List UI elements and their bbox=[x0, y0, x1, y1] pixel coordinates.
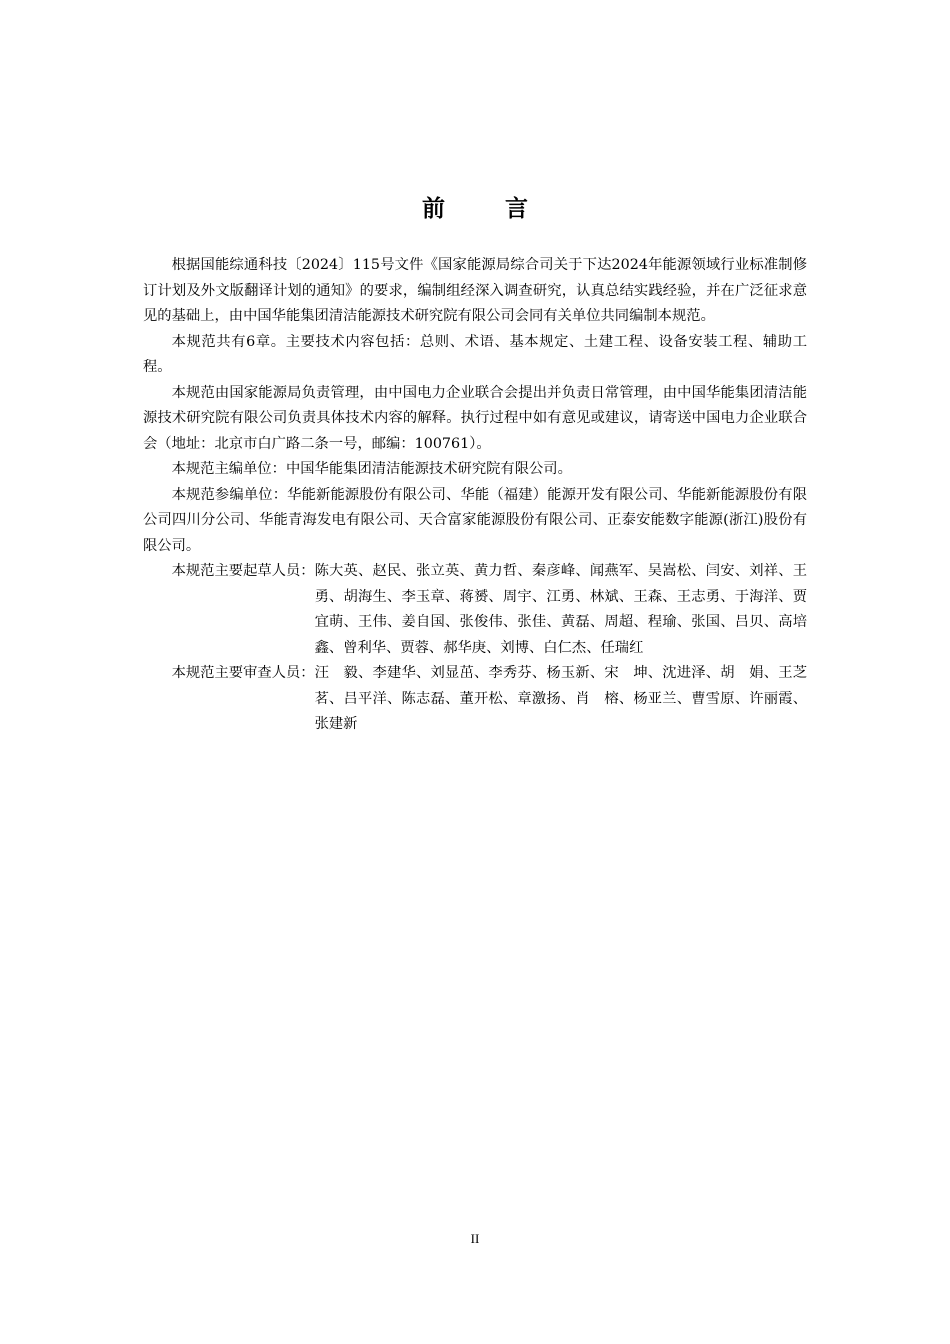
reviewers-names: 汪 毅、李建华、刘显茁、李秀芬、杨玉新、宋 坤、沈进泽、胡 娟、王芝茗、吕平洋、陈志磊、董开松、章激扬、肖 榕、杨亚兰、曹雪原、许丽霞、张建新 bbox=[314, 665, 807, 732]
paragraph-basis: 根据国能综通科技〔2024〕115号文件《国家能源局综合司关于下达2024年能源领域行业标准制修订计划及外文版翻译计划的通知》的要求，编制组经深入调查研究，认真总结实践经验，并在广泛征求意见的基础上，由中国华能集团清洁能源技术研究院有限公司会同有关单位共同编制本规范。 bbox=[143, 257, 807, 324]
paragraph-chief-editor: 本规范主编单位：中国华能集团清洁能源技术研究院有限公司。 bbox=[171, 461, 572, 477]
reviewers-label: 本规范主要审查人员： bbox=[171, 665, 315, 681]
drafters-label: 本规范主要起草人员： bbox=[171, 563, 315, 579]
paragraph-chapters: 本规范共有6章。主要技术内容包括：总则、术语、基本规定、土建工程、设备安装工程、辅助工程。 bbox=[143, 333, 807, 375]
drafters-list bbox=[143, 559, 807, 661]
preface-body bbox=[143, 253, 807, 738]
drafters-names: 陈大英、赵民、张立英、黄力哲、秦彦峰、闻燕军、吴嵩松、闫安、刘祥、王勇、胡海生、李玉章、蒋赟、周宇、江勇、林斌、王森、王志勇、于海洋、贾宜萌、王伟、姜自国、张俊伟、张佳、黄磊、周超、程瑜、张国、吕贝、高培鑫、曾利华、贾蓉、郝华庚、刘博、白仁杰、任瑞红 bbox=[314, 563, 807, 656]
page-title: 前 言 bbox=[421, 196, 554, 222]
paragraph-participants: 本规范参编单位：华能新能源股份有限公司、华能（福建）能源开发有限公司、华能新能源股份有限公司四川分公司、华能青海发电有限公司、天合富家能源股份有限公司、正泰安能数字能源(浙江)股份有限公司。 bbox=[143, 486, 807, 554]
reviewers-list bbox=[143, 661, 807, 738]
page-number: II bbox=[470, 1231, 480, 1246]
paragraph-management: 本规范由国家能源局负责管理，由中国电力企业联合会提出并负责日常管理，由中国华能集团清洁能源技术研究院有限公司负责具体技术内容的解释。执行过程中如有意见或建议，请寄送中国电力企业联合会（地址：北京市白广路二条一号，邮编：100761）。 bbox=[143, 384, 807, 452]
